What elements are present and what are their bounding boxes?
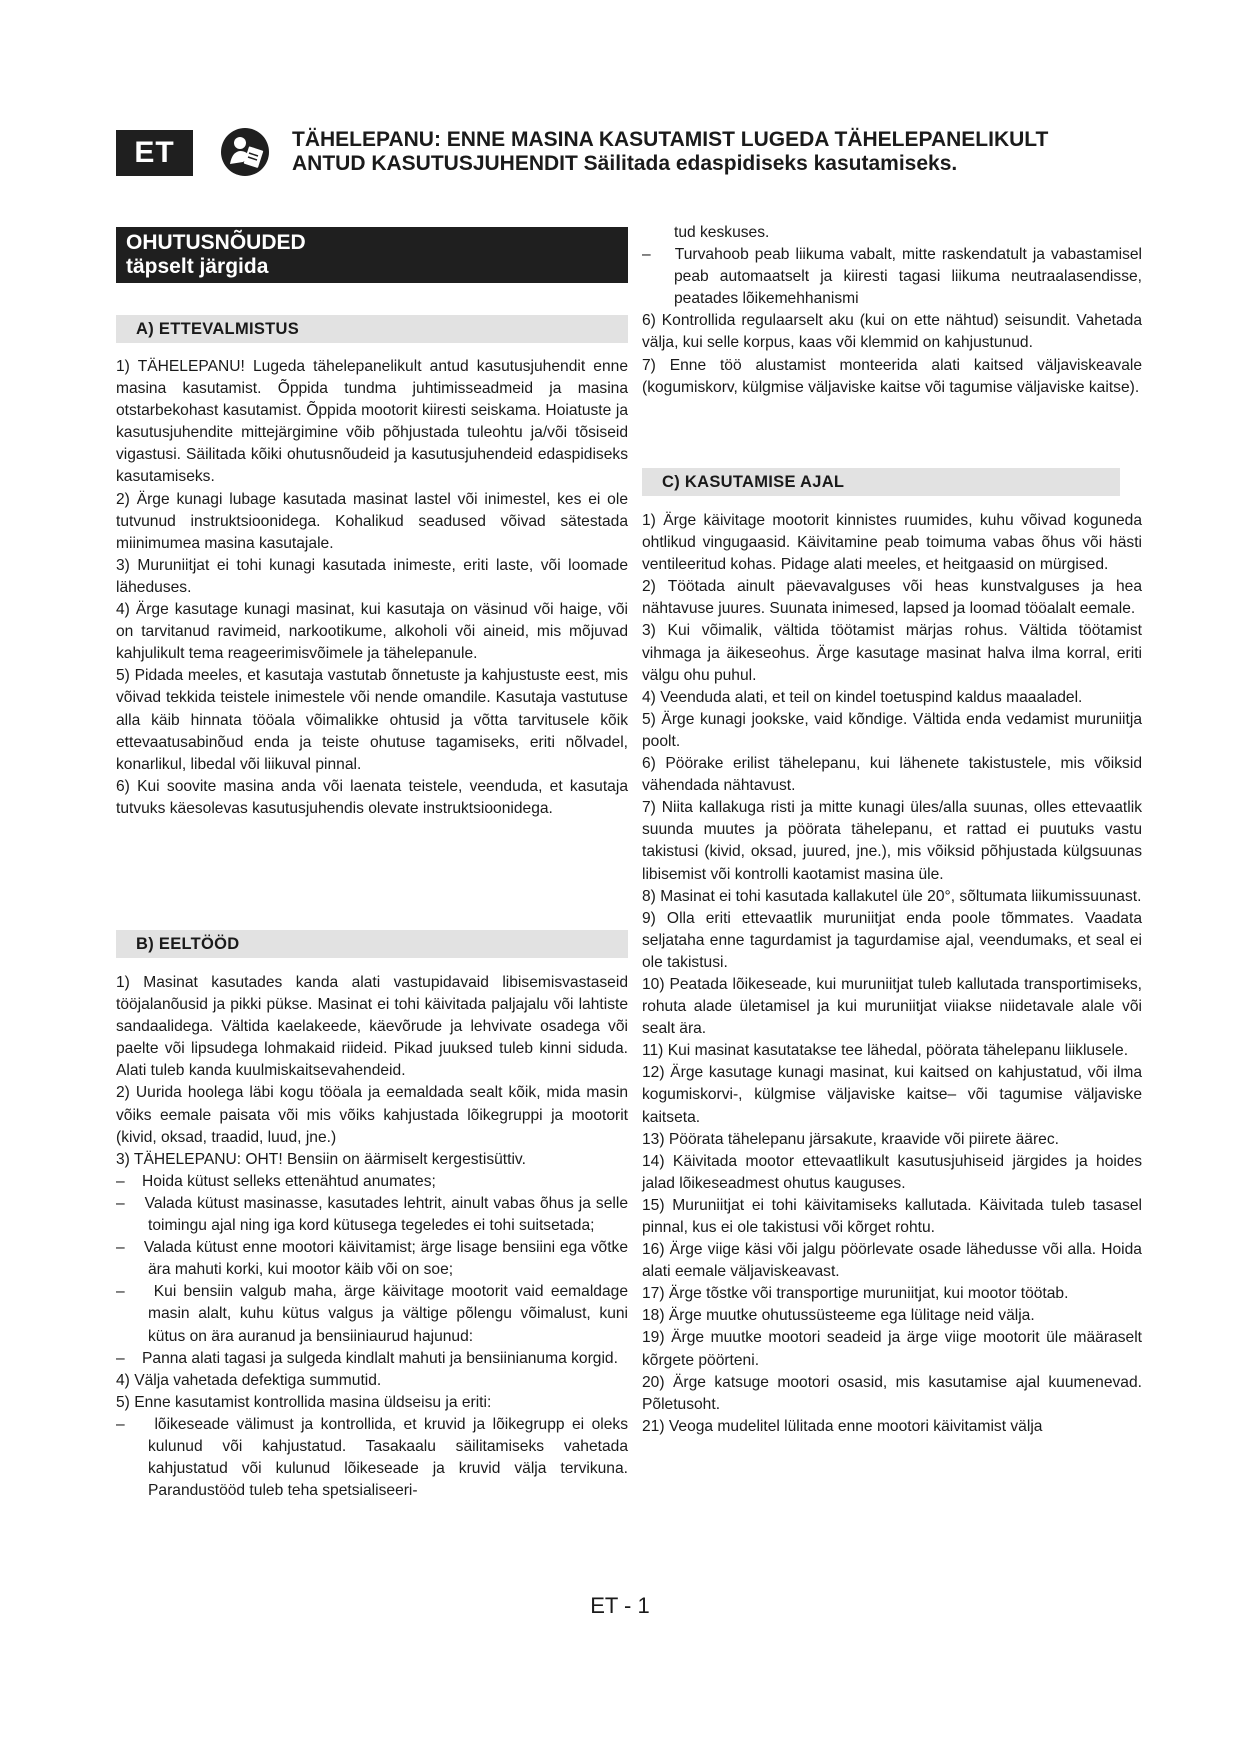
paragraph-c17: 17) Ärge tõstke või transportige muruniitjat, kui mootor töötab. [642, 1285, 1069, 1303]
section-c-text [642, 510, 1142, 1438]
paragraph-c20: 20) Ärge katsuge mootori osasid, mis kasutamise ajal kuumenevad. Põletusoht. [642, 1373, 1142, 1413]
list-item-b3a: – Hoida kütust selleks ettenähtud anumates; [116, 1172, 436, 1190]
paragraph-c11: 11) Kui masinat kasutatakse tee lähedal, pöörata tähelepanu liiklusele. [642, 1042, 1129, 1060]
paragraph-c16: 16) Ärge viige käsi või jalgu pöörlevate osade lähedusse või alla. Hoida alati eemale väljaviskeavast. [642, 1241, 1142, 1281]
paragraph-c4: 4) Veenduda alati, et teil on kindel toetuspind kaldus maaaladel. [642, 688, 1083, 706]
paragraph-c6: 6) Pöörake erilist tähelepanu, kui lähenete takistustele, mis võiksid vähendada nähtavust. [642, 755, 1142, 795]
section-a-text [116, 356, 628, 820]
header-warning-text [292, 128, 1122, 176]
paragraph-c15: 15) Muruniitjat ei tohi käivitamiseks kallutada. Käivitada tuleb tasasel pinnal, kus ei ole takistusi või kõrget rohtu. [642, 1196, 1142, 1236]
section-heading-c: C) KASUTAMISE AJAL [642, 468, 1120, 496]
header-line-1: TÄHELEPANU: ENNE MASINA KASUTAMIST LUGEDA TÄHELEPANELIKULT [292, 128, 1049, 151]
paragraph-c12: 12) Ärge kasutage kunagi masinat, kui kaitsed on kahjustatud, või ilma kogumiskorvi-, külgmise väljaviske kaitse– või tagumise väljaviske kaitseta. [642, 1064, 1142, 1126]
paragraph-c19: 19) Ärge muutke mootori seadeid ja ärge viige mootorit üle määraselt kõrgete pöörteni. [642, 1329, 1142, 1369]
paragraph-b1: 1) Masinat kasutades kanda alati vastupidavaid libisemisvastaseid tööjalanõusid ja pikki pükse. Masinat ei tohi käivitada paljajalu või lahtiste sandaalidega. Vältida kaelakeede, käevõrude ja lehvivate osadega või paelte või lipsudega lohmakaid riideid. Pikad juuksed tuleb kinni siduda. Alati tuleb kanda kuulmiskaitsevahendeid. [116, 974, 628, 1080]
right-top-text [642, 222, 1142, 399]
paragraph-c1: 1) Ärge käivitage mootorit kinnistes ruumides, kuhu võivad koguneda ohtlikud vingugaasid. Käivitamine peab toimuma vabas õhus või hästi ventileeritud kohas. Pidage alati meeles, et heitgaasid on mürgised. [642, 512, 1142, 574]
safety-title: OHUTUSNÕUDED [126, 231, 306, 254]
language-badge: ET [116, 130, 193, 176]
paragraph-c7: 7) Niita kallakuga risti ja mitte kunagi üles/alla suunas, olles ettevaatlik suunda muutes ja pöörata tähelepanu, et rattad ei puutuks vastu takistusi (kivid, oksad, juured, jne.), mis võiksid põhjustada külgsuunas libisemist või kontrolli kaotamist masina üle. [642, 799, 1142, 883]
paragraph-c8: 8) Masinat ei tohi kasutada kallakutel üle 20°, sõltumata liikumissuunast. [642, 887, 1142, 905]
paragraph-r7: 7) Enne töö alustamist monteerida alati kaitsed väljaviskeavale (kogumiskorv, külgmise väljaviske kaitse või tagumise väljaviske kaitse). [642, 356, 1142, 396]
page-header [116, 126, 1126, 190]
list-item-b3d: – Kui bensiin valgub maha, ärge käivitage mootorit vaid eemaldage masin alalt, kuhu kütus valgus ja vältige põlengu võimalust, kuni kütus on ära auranud ja bensiiniaurud hajunud: [116, 1283, 628, 1345]
safety-subtitle: täpselt järgida [126, 255, 269, 278]
paragraph-c18: 18) Ärge muutke ohutussüsteeme ega lülitage neid välja. [642, 1307, 1035, 1325]
paragraph-a5: 5) Pidada meeles, et kasutaja vastutab õnnetuste ja kahjustuste eest, mis võivad tekkida teistele inimestele või nende omandile. Kasutaja vastutuse alla käib hinnata tööala võimalikke ohtusid ja võtta tarvitusele kõik ettevaatusabinõud enda ja teiste ohutuse tagamiseks, eriti nõlvadel, konarlikul, libedal või liikuval pinnal. [116, 667, 628, 773]
paragraph-c14: 14) Käivitada mootor ettevaatlikult kasutusjuhiseid järgides ja hoides jalad lõikeseadmest ohutus kauguses. [642, 1152, 1142, 1192]
safety-title-box [116, 227, 628, 283]
list-item-r1: – Turvahoob peab liikuma vabalt, mitte raskendatult ja vabastamisel peab automaatselt ja kiiresti tagasi liikuma neutraalasendisse, peatades lõikemehhanismi [642, 246, 1142, 308]
paragraph-c5: 5) Ärge kunagi jookske, vaid kõndige. Vältida enda vedamist muruniitja poolt. [642, 710, 1142, 750]
list-item-b5a: – lõikeseade välimust ja kontrollida, et kruvid ja lõikegrupp ei oleks kulunud või kahjustatud. Tasakaalu säilitamiseks vahetada kahjustatud või kulunud lõikeseade ja kruvid välja tervikuna. Parandustööd tuleb teha spetsialiseeri- [116, 1415, 628, 1500]
paragraph-b4: 4) Välja vahetada defektiga summutid. [116, 1371, 382, 1389]
paragraph-r6: 6) Kontrollida regulaarselt aku (kui on ette nähtud) seisundit. Vahetada välja, kui selle korpus, kaas või klemmid on kahjustunud. [642, 312, 1142, 352]
section-heading-a: A) ETTEVALMISTUS [116, 315, 628, 343]
header-line-2: ANTUD KASUTUSJUHENDIT Säilitada edaspidiseks kasutamiseks. [292, 152, 958, 175]
paragraph-c13: 13) Pöörata tähelepanu järsakute, kraavide või piirete äärес. [642, 1130, 1059, 1148]
paragraph-c21: 21) Veoga mudelitel lülitada enne mootori käivitamist välja [642, 1417, 1043, 1435]
paragraph-a4: 4) Ärge kasutage kunagi masinat, kui kasutaja on väsinud või haige, või on tarvitanud ravimeid, narkootikume, alkoholi või aineid, mis mõjuvad kahjulikult tema reageerimisvõimele ja tähelepanule. [116, 601, 628, 663]
paragraph-a2: 2) Ärge kunagi lubage kasutada masinat lastel või inimestel, kes ei ole tutvunud instruktsioonidega. Kohalikud seadused võivad sätestada miinimumea masina kasutajale. [116, 490, 628, 552]
page-number: ET - 1 [590, 1593, 650, 1618]
paragraph-r0: tud keskuses. [674, 224, 770, 241]
read-manual-icon [219, 126, 271, 178]
paragraph-c3: 3) Kui võimalik, vältida töötamist märjas rohus. Vältida töötamist vihmaga ja äikeseohus. Ärge kasutage masinat halva ilma korral, eriti välgu ohu puhul. [642, 622, 1142, 684]
section-heading-b: B) EELTÖÖD [116, 930, 628, 958]
list-item-b3b: – Valada kütust masinasse, kasutades lehtrit, ainult vabas õhus ja selle toimingu ajal ning iga kord kütusega tegeledes ei tohi suitsetada; [116, 1194, 628, 1235]
paragraph-b2: 2) Uurida hoolega läbi kogu tööala ja eemaldada sealt kõik, mida masin võiks eemale paisata või mis võiks kahjustada lõikegruppi ja mootorit (kivid, oksad, traadid, luud, jne.) [116, 1084, 628, 1146]
paragraph-a3: 3) Muruniitjat ei tohi kunagi kasutada inimeste, eriti laste, või loomade läheduses. [116, 556, 628, 596]
paragraph-c2: 2) Töötada ainult päevavalguses või heas kunstvalguses ja hea nähtavuse juures. Suunata inimesed, lapsed ja loomad tööalalt eemale. [642, 578, 1142, 618]
paragraph-c9: 9) Olla eriti ettevaatlik muruniitjat enda poole tõmmates. Vaadata seljataha enne tagurdamist ja tagurdamise ajal, veendumaks, et seal ei ole takistusi. [642, 909, 1142, 971]
paragraph-b5: 5) Enne kasutamist kontrollida masina üldseisu ja eriti: [116, 1393, 492, 1411]
list-item-b3e: – Panna alati tagasi ja sulgeda kindlalt mahuti ja bensiinianuma korgid. [116, 1349, 618, 1367]
paragraph-c10: 10) Peatada lõikeseade, kui muruniitjat tuleb kallutada transportimiseks, rohuta alade ületamisel ja kui muruniitjat viiakse niidetavale alale või sealt ära. [642, 975, 1142, 1038]
paragraph-a6: 6) Kui soovite masina anda või laenata teistele, veenduda, et kasutaja tutvuks käesolevas kasutusjuhendis olevate instruktsioonidega. [116, 777, 628, 817]
paragraph-b3: 3) TÄHELEPANU: OHT! Bensiin on äärmiselt kergestisüttiv. [116, 1150, 526, 1168]
list-item-b3c: – Valada kütust enne mootori käivitamist; ärge lisage bensiini ega võtke ära mahuti korki, kui mootor käib või on soe; [116, 1239, 628, 1279]
section-b-text [116, 972, 628, 1502]
paragraph-a1: 1) TÄHELEPANU! Lugeda tähelepanelikult antud kasutusjuhendit enne masina kasutamist. Õppida tundma juhtimisseadmeid ja masina otstarbekohast kasutamist. Õppida mootorit kiiresti seiskama. Hoiatuste ja kasutusjuhendite mittejärgimine võib põhjustada tuleohtu ja/või tõsiseid vigastusi. Säilitada kõiki ohutusnõudeid ja kasutusjuhendeid edaspidiseks kasutamiseks. [116, 358, 628, 486]
